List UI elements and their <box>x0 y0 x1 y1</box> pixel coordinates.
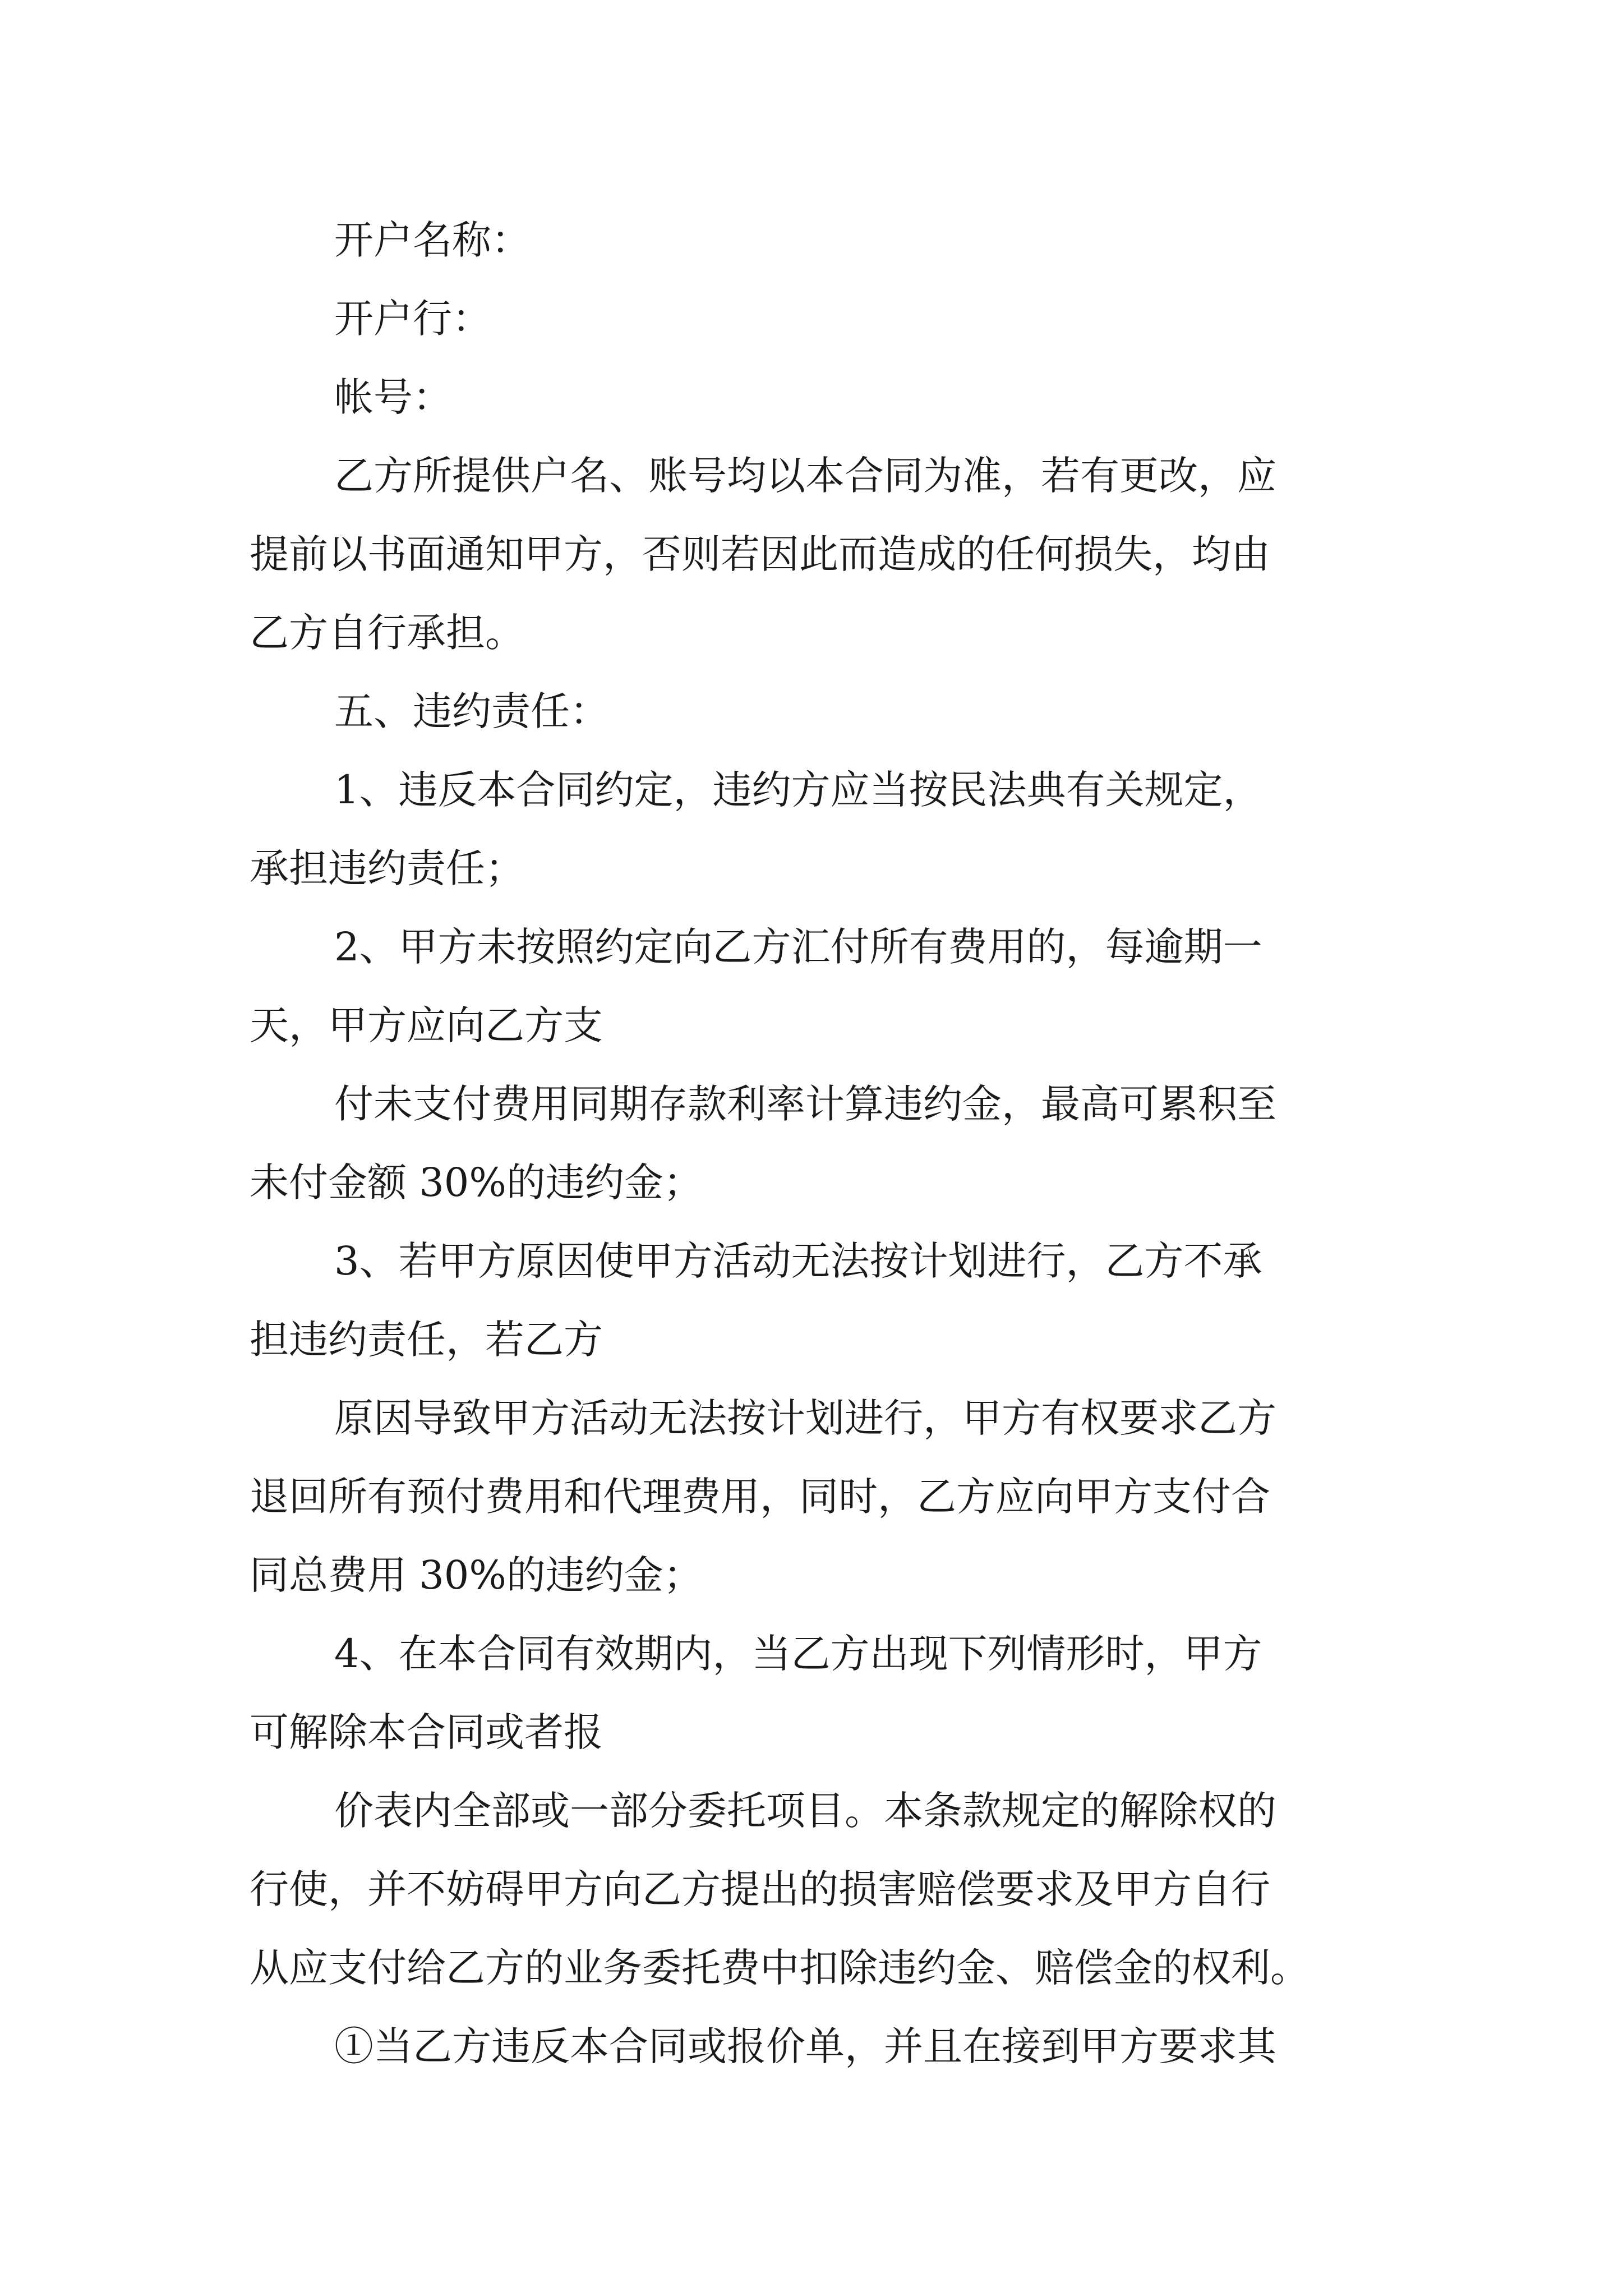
clause-line: 行使，并不妨碍甲方向乙方提出的损害赔偿要求及甲方自行 <box>250 1866 1270 1912</box>
clause-line: 担违约责任，若乙方 <box>250 1317 603 1363</box>
clause-line: 1、违反本合同约定，违约方应当按民法典有关规定， <box>334 767 1262 813</box>
clause-line: 4、在本合同有效期内，当乙方出现下列情形时，甲方 <box>334 1631 1262 1677</box>
paragraph-line: 提前以书面通知甲方，否则若因此而造成的任何损失，均由 <box>250 531 1270 577</box>
clause-line: 退回所有预付费用和代理费用，同时，乙方应向甲方支付合 <box>250 1474 1270 1520</box>
clause-line: 承担违约责任； <box>250 845 524 891</box>
clause-line: 原因导致甲方活动无法按计划进行，甲方有权要求乙方 <box>334 1395 1276 1441</box>
clause-line: 天，甲方应向乙方支 <box>250 1002 603 1048</box>
clause-line: 付未支付费用同期存款利率计算违约金，最高可累积至 <box>334 1081 1276 1127</box>
paragraph-line: 乙方所提供户名、账号均以本合同为准，若有更改，应 <box>334 453 1276 499</box>
clause-line: 价表内全部或一部分委托项目。本条款规定的解除权的 <box>334 1788 1276 1834</box>
section-heading: 五、违约责任： <box>334 688 609 734</box>
document-body <box>250 201 1375 2086</box>
clause-line: 未付金额 30%的违约金； <box>250 1159 703 1205</box>
account-number-line: 帐号： <box>334 374 452 420</box>
clause-line: 3、若甲方原因使甲方活动无法按计划进行，乙方不承 <box>334 1238 1262 1284</box>
clause-line: ①当乙方违反本合同或报价单，并且在接到甲方要求其 <box>334 2023 1276 2069</box>
clause-line: 可解除本合同或者报 <box>250 1709 603 1755</box>
clause-line: 从应支付给乙方的业务委托费中扣除违约金、赔偿金的权利。 <box>250 1945 1310 1991</box>
clause-line: 同总费用 30%的违约金； <box>250 1552 703 1598</box>
bank-line: 开户行： <box>334 296 491 342</box>
clause-line: 2、甲方未按照约定向乙方汇付所有费用的，每逾期一 <box>334 924 1262 970</box>
account-name-line: 开户名称： <box>334 217 531 263</box>
paragraph-line: 乙方自行承担。 <box>250 610 524 656</box>
